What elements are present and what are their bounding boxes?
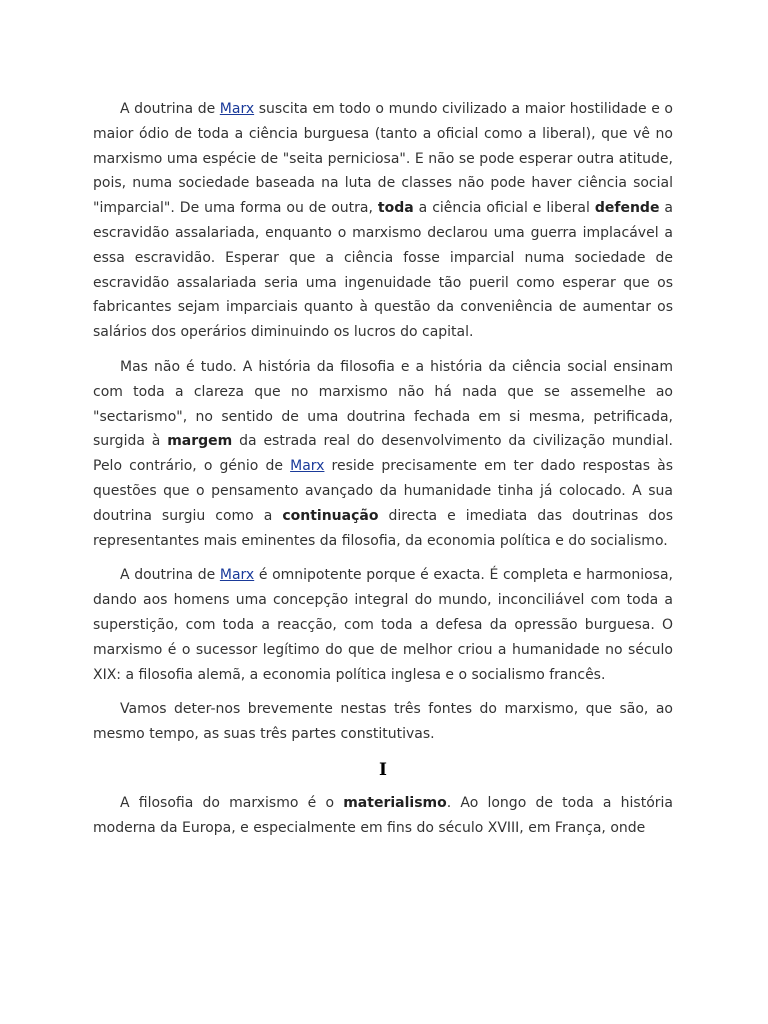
marx-link[interactable]: Marx	[219, 567, 255, 584]
text-segment: suscita em todo o mundo civilizado a maior hostilidade e o maior ódio de toda a ciência burguesa (tanto a oficial como a liberal), que vê no marxismo uma espécie de "seita perniciosa". E não se pode esperar outra atitude, pois, numa sociedade baseada na luta de classes não pode haver ciência social "imparcial". De uma forma ou de outra,	[93, 101, 673, 217]
text-segment: . Ao longo de toda a história moderna da Europa, e especialmente em fins do século XVIII, em França, onde	[93, 794, 673, 836]
paragraph-2	[93, 355, 673, 553]
section-heading: I	[379, 759, 387, 780]
bold-term-continuacao: continuação	[282, 507, 379, 524]
bold-term-defende: defende	[594, 200, 660, 217]
text-segment: A doutrina de	[120, 101, 220, 117]
bold-term-margem: margem	[167, 433, 233, 450]
text-segment: a ciência oficial e liberal	[413, 200, 595, 217]
paragraph-5	[93, 791, 673, 841]
paragraph-1	[93, 97, 673, 345]
text-segment: Vamos deter-nos brevemente nestas três fontes do marxismo, que são, ao mesmo tempo, as suas três partes constitutivas.	[93, 701, 673, 743]
document-body	[93, 97, 673, 851]
text-segment: é omnipotente porque é exacta. É completa e harmoniosa, dando aos homens uma concepção integral do mundo, inconciliável com toda a superstição, com toda a reacção, com toda a defesa da opressão burguesa. O marxismo é o sucessor legítimo do que de melhor criou a humanidade no século XIX: a filosofia alemã, a economia política inglesa e o socialismo francês.	[93, 567, 673, 683]
bold-term-toda: toda	[377, 200, 414, 217]
text-segment: A doutrina de	[120, 567, 220, 584]
text-segment: A filosofia do marxismo é o	[120, 794, 344, 811]
text-segment: a escravidão assalariada, enquanto o marxismo declarou uma guerra implacável a essa escravidão. Esperar que a ciência fosse imparcial numa sociedade de escravidão assalariada seria uma ingenuidade tão pueril como esperar que os fabricantes sejam imparciais quanto à questão da conveniência de aumentar os salários dos operários diminuindo os lucros do capital.	[93, 200, 673, 341]
text-segment: Mas não é tudo. A história da filosofia e a história da ciência social ensinam com toda a clareza que no marxismo não há nada que se assemelhe ao "sectarismo", no sentido de uma doutrina fechada em si mesma, petrificada, surgida à	[93, 358, 673, 450]
paragraph-3	[93, 563, 673, 687]
marx-link[interactable]: Marx	[290, 458, 325, 475]
marx-link[interactable]: Marx	[219, 101, 255, 117]
text-segment: da estrada real do desenvolvimento da civilização mundial. Pelo contrário, o génio de	[93, 433, 673, 475]
bold-term-materialismo: materialismo	[343, 794, 447, 811]
text-segment: directa e imediata das doutrinas dos representantes mais eminentes da filosofia, da economia política e do socialismo.	[93, 507, 673, 549]
text-segment: reside precisamente em ter dado respostas às questões que o pensamento avançado da humanidade tinha já colocado. A sua doutrina surgiu como a	[93, 458, 673, 524]
paragraph-4	[93, 697, 673, 747]
